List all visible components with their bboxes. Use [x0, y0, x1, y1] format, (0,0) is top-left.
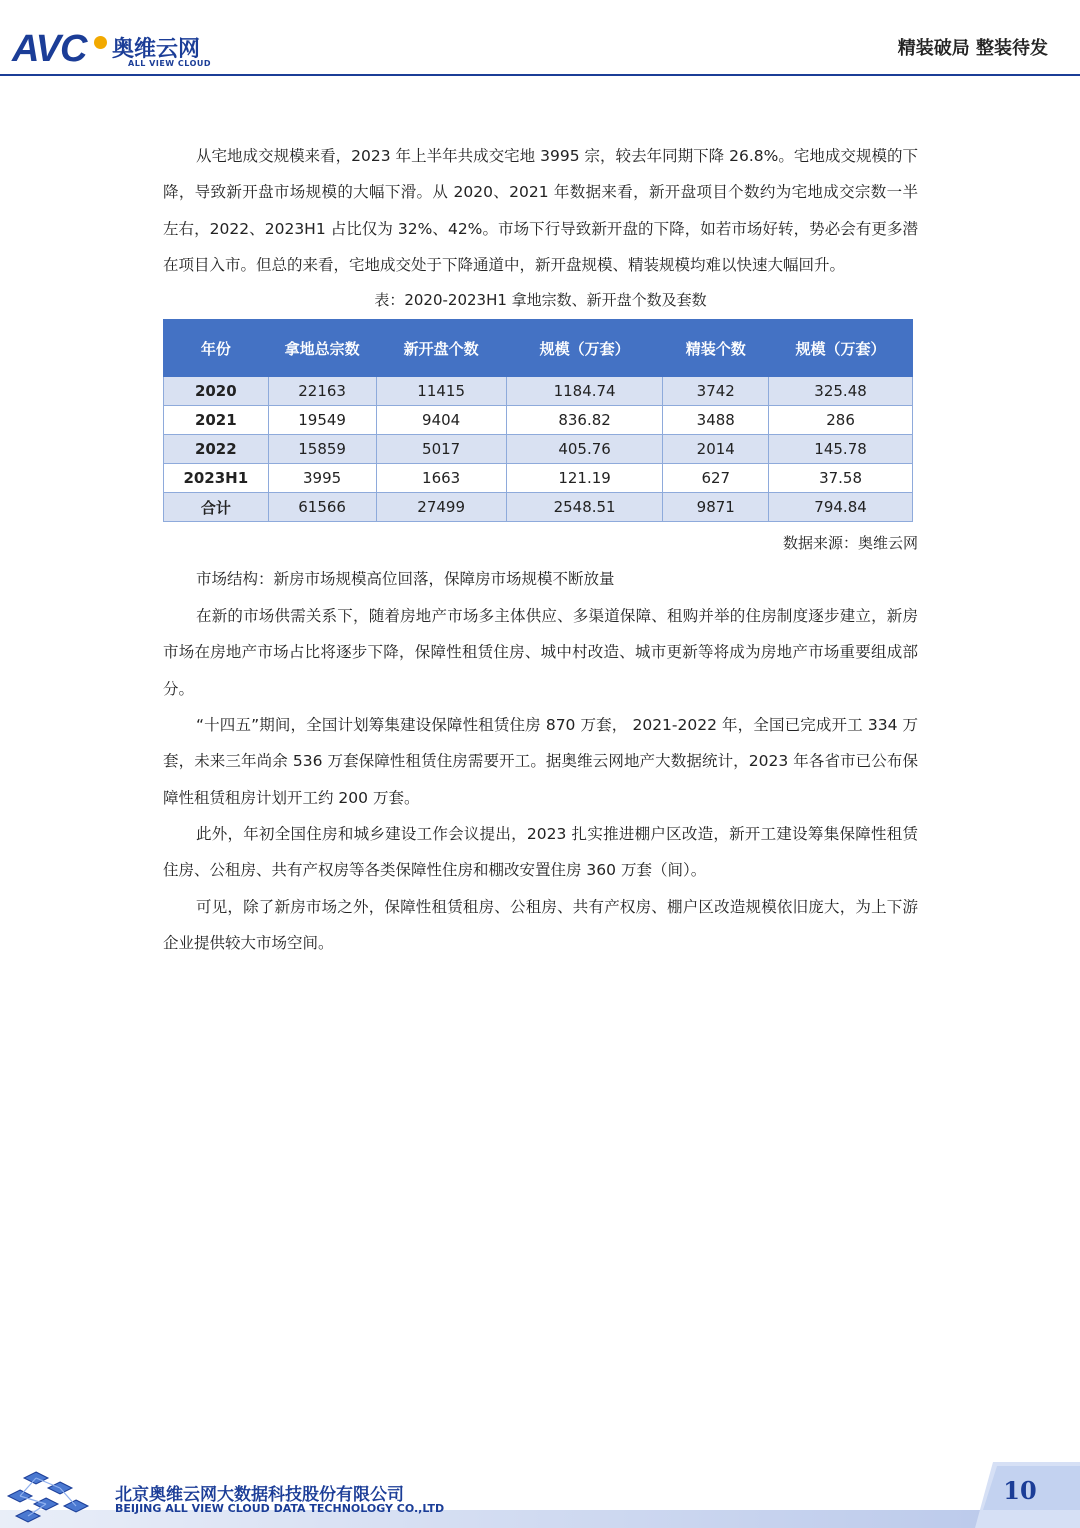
table-row	[164, 435, 913, 464]
table-cell: 794.84	[769, 493, 913, 522]
logo-english-name: ALL VIEW CLOUD	[128, 59, 212, 68]
table-cell: 37.58	[769, 464, 913, 493]
table-cell: 2014	[663, 435, 769, 464]
page-content	[163, 138, 918, 961]
table-cell: 3742	[663, 377, 769, 406]
paragraph-14th-five-year: “十四五”期间，全国计划筹集建设保障性租赁住房 870 万套， 2021-2022 年，全国已完成开工 334 万套，未来三年尚余 536 万套保障性租赁住房需要开工。据奥维云网地产大数据统计，2023 年各省市已公布保障性租赁租房计划开工约 200 万套。	[163, 716, 918, 807]
table-cell: 405.76	[506, 435, 663, 464]
table-cell: 61566	[268, 493, 376, 522]
table-cell: 325.48	[769, 377, 913, 406]
company-name-cn: 北京奥维云网大数据科技股份有限公司	[115, 1485, 404, 1505]
table-cell: 11415	[376, 377, 506, 406]
table-cell: 3488	[663, 406, 769, 435]
table-cell: 1184.74	[506, 377, 663, 406]
cube-network-icon	[6, 1468, 106, 1524]
paragraph-conclusion: 可见，除了新房市场之外，保障性租赁租房、公租房、共有产权房、棚户区改造规模依旧庞大，为上下游企业提供较大市场空间。	[163, 897, 918, 952]
company-name-en: BEIJING ALL VIEW CLOUD DATA TECHNOLOGY CO.,LTD	[115, 1502, 445, 1515]
paragraph-land-transactions: 从宅地成交规模来看，2023 年上半年共成交宅地 3995 宗，较去年同期下降 26.8%。宅地成交规模的下降，导致新开盘市场规模的大幅下滑。从 2020、2021 年数据来看，新开盘项目个数约为宅地成交宗数一半左右，2022、2023H1 占比仅为 32%、42%。市场下行导致新开盘的下降，如若市场好转，势必会有更多潜在项目入市。但总的来看，宅地成交处于下降通道中，新开盘规模、精装规模均难以快速大幅回升。	[163, 147, 918, 274]
cell-year: 2020	[164, 377, 269, 406]
cell-year: 2021	[164, 406, 269, 435]
avc-logo	[12, 26, 227, 72]
cell-total-label: 合计	[164, 493, 269, 522]
table-cell: 121.19	[506, 464, 663, 493]
data-source-note: 数据来源：奥维云网	[782, 534, 918, 553]
table-row	[164, 377, 913, 406]
header-divider	[0, 74, 1080, 76]
page-footer	[0, 1462, 1080, 1528]
cell-year: 2023H1	[164, 464, 269, 493]
header-title: 精装破局 整装待发	[897, 38, 1048, 59]
paragraph-market-structure: 在新的市场供需关系下，随着房地产市场多主体供应、多渠道保障、租购并举的住房制度逐步建立，新房市场在房地产市场占比将逐步下降，保障性租赁住房、城中村改造、城市更新等将成为房地产市场重要组成部分。	[163, 607, 918, 698]
table-cell: 9404	[376, 406, 506, 435]
header-decorated-projects: 精装个数	[663, 320, 769, 377]
header-year: 年份	[164, 320, 269, 377]
table-caption: 表：2020-2023H1 拿地宗数、新开盘个数及套数	[374, 291, 707, 310]
page-header	[0, 0, 1080, 78]
table-cell: 19549	[268, 406, 376, 435]
logo-mark: AVC	[12, 28, 87, 70]
table-cell: 1663	[376, 464, 506, 493]
logo-dot-icon	[94, 36, 107, 49]
table-row-total	[164, 493, 913, 522]
header-new-projects: 新开盘个数	[376, 320, 506, 377]
cell-year: 2022	[164, 435, 269, 464]
table-cell: 9871	[663, 493, 769, 522]
header-decorated-scale: 规模（万套）	[769, 320, 913, 377]
table-cell: 836.82	[506, 406, 663, 435]
table-cell: 5017	[376, 435, 506, 464]
table-cell: 627	[663, 464, 769, 493]
table-row	[164, 464, 913, 493]
table-row	[164, 406, 913, 435]
data-table	[163, 319, 913, 522]
table-cell: 286	[769, 406, 913, 435]
table-cell: 27499	[376, 493, 506, 522]
table-cell: 145.78	[769, 435, 913, 464]
table-cell: 22163	[268, 377, 376, 406]
header-land-count: 拿地总宗数	[268, 320, 376, 377]
table-cell: 3995	[268, 464, 376, 493]
logo-chinese-name: 奥维云网	[112, 37, 201, 62]
header-scale: 规模（万套）	[506, 320, 663, 377]
table-header-row	[164, 320, 913, 377]
table-cell: 2548.51	[506, 493, 663, 522]
page-number: 10	[1003, 1476, 1037, 1505]
paragraph-housing-conference: 此外，年初全国住房和城乡建设工作会议提出，2023 扎实推进棚户区改造，新开工建设筹集保障性租赁住房、公租房、共有产权房等各类保障性住房和棚改安置住房 360 万套（间）。	[163, 824, 918, 880]
table-cell: 15859	[268, 435, 376, 464]
section-subtitle: 市场结构：新房市场规模高位回落，保障房市场规模不断放量	[196, 570, 615, 589]
